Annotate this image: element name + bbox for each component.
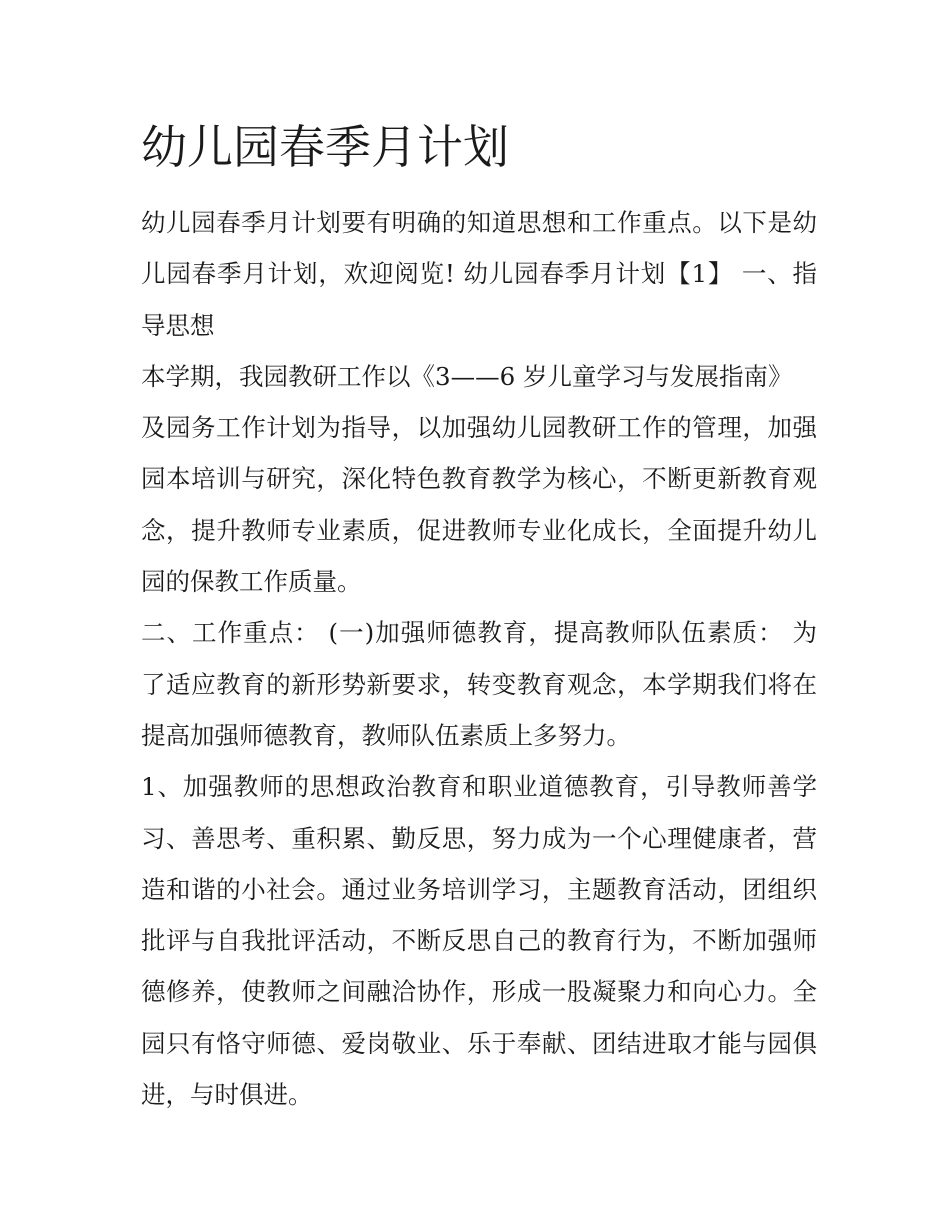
text-line: 造和谐的小社会。通过业务培训学习，主题教育活动，团组织: [141, 874, 817, 904]
text-line: 德修养，使教师之间融洽协作，形成一股凝聚力和向心力。全: [141, 977, 817, 1007]
text-line: 园的保教工作质量。: [141, 567, 362, 597]
page-title: 幼儿园春季月计划: [141, 120, 509, 174]
text-line: 进，与时俱进。: [141, 1080, 313, 1110]
text-line: 园本培训与研究，深化特色教育教学为核心，不断更新教育观: [141, 464, 817, 494]
text-line: 儿园春季月计划，欢迎阅览! 幼儿园春季月计划【1】 一、指: [141, 259, 817, 289]
text-line: 本学期，我园教研工作以《3——6 岁儿童学习与发展指南》: [141, 361, 793, 391]
text-line: 导思想: [141, 310, 215, 340]
text-line: 幼儿园春季月计划要有明确的知道思想和工作重点。以下是幼: [141, 208, 817, 237]
text-line: 及园务工作计划为指导，以加强幼儿园教研工作的管理，加强: [141, 413, 817, 443]
text-line: 念，提升教师专业素质，促进教师专业化成长，全面提升幼儿: [141, 515, 817, 545]
text-line: 批评与自我批评活动，不断反思自己的教育行为，不断加强师: [141, 926, 817, 956]
text-line: 二、工作重点： (一)加强师德教育，提高教师队伍素质： 为: [141, 618, 817, 648]
text-line: 提高加强师德教育，教师队伍素质上多努力。: [141, 720, 631, 750]
text-line: 园只有恪守师德、爱岗敬业、乐于奉献、团结进取才能与园俱: [141, 1028, 817, 1058]
text-line: 1、加强教师的思想政治教育和职业道德教育，引导教师善学: [141, 772, 817, 802]
text-line: 习、善思考、重积累、勤反思，努力成为一个心理健康者，营: [141, 823, 817, 853]
document-body: [141, 197, 817, 1120]
text-line: 了适应教育的新形势新要求，转变教育观念，本学期我们将在: [141, 669, 817, 699]
